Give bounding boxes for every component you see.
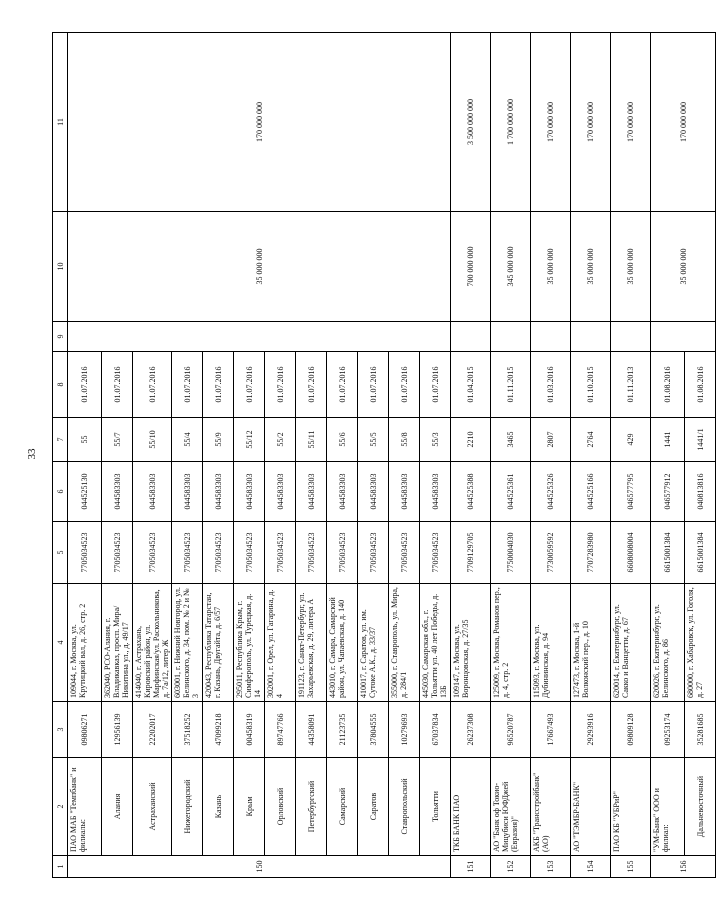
bank-name: АКБ "Трансстройбанк" (АО) bbox=[531, 758, 571, 856]
amount-2: 170 000 000 bbox=[651, 33, 716, 212]
date: 01.07.2016 bbox=[102, 352, 133, 418]
address: 620026, г. Екатеринбург, ул. Белинского, д. 86 bbox=[651, 584, 685, 702]
bik: 044525130 bbox=[68, 462, 102, 522]
inn: 6608008004 bbox=[611, 522, 651, 584]
date: 01.07.2016 bbox=[203, 352, 234, 418]
table-row bbox=[651, 33, 685, 878]
okpo-code: 00458319 bbox=[234, 702, 265, 758]
bik: 044583303 bbox=[265, 462, 296, 522]
address: 295011, Республика Крым, г. Симферополь, ул. Турецкая, д. 14 bbox=[234, 584, 265, 702]
okpo-code: 37518252 bbox=[172, 702, 203, 758]
inn: 7705034523 bbox=[102, 522, 133, 584]
date: 01.07.2016 bbox=[265, 352, 296, 418]
col-9 bbox=[531, 322, 571, 352]
amount-1: 35 000 000 bbox=[611, 212, 651, 322]
reg-number: 55/8 bbox=[389, 418, 420, 462]
reg-number: 55/3 bbox=[420, 418, 451, 462]
reg-number: 55 bbox=[68, 418, 102, 462]
table-row bbox=[451, 33, 491, 878]
address: 302001, г. Орел, ул. Гагарина, д. 4 bbox=[265, 584, 296, 702]
branch-name: Казань bbox=[203, 758, 234, 856]
reg-number: 2807 bbox=[531, 418, 571, 462]
amount-2: 170 000 000 bbox=[531, 33, 571, 212]
inn: 7709129705 bbox=[451, 522, 491, 584]
okpo-code: 21123735 bbox=[327, 702, 358, 758]
inn: 7705034523 bbox=[296, 522, 327, 584]
bik: 046577912 bbox=[651, 462, 685, 522]
address: 410017, г. Саратов, ул. им. Сутоке А.К., д. 33/37 bbox=[358, 584, 389, 702]
header-cell: 7 bbox=[53, 418, 68, 462]
okpo-code: 09806271 bbox=[68, 702, 102, 758]
header-row bbox=[53, 33, 68, 878]
bik: 044525326 bbox=[531, 462, 571, 522]
reg-number: 55/4 bbox=[172, 418, 203, 462]
date: 01.08.2016 bbox=[651, 352, 685, 418]
amount-1: 345 000 000 bbox=[491, 212, 531, 322]
amount-1: 700 000 000 bbox=[451, 212, 491, 322]
bik: 044525388 bbox=[451, 462, 491, 522]
branch-name: Алания bbox=[102, 758, 133, 856]
col-9 bbox=[451, 322, 491, 352]
okpo-code: 44358091 bbox=[296, 702, 327, 758]
branch-name: Дальневосточный bbox=[685, 758, 716, 856]
okpo-code: 37804555 bbox=[358, 702, 389, 758]
bank-name: ПАО КБ "УБРиР" bbox=[611, 758, 651, 856]
okpo-code: 09253174 bbox=[651, 702, 685, 758]
bik: 044583303 bbox=[102, 462, 133, 522]
date: 01.07.2016 bbox=[234, 352, 265, 418]
address: 109044, г. Москва, ул. Крутицкий вал, д. 26, стр. 2 bbox=[68, 584, 102, 702]
address: 620014, г. Екатеринбург, ул. Сакко и Ванцетти, д. 67 bbox=[611, 584, 651, 702]
page-number: 33 bbox=[26, 448, 38, 460]
bik: 044583303 bbox=[172, 462, 203, 522]
date: 01.07.2016 bbox=[327, 352, 358, 418]
table-row bbox=[611, 33, 651, 878]
date: 01.07.2016 bbox=[358, 352, 389, 418]
okpo-code: 67037834 bbox=[420, 702, 451, 758]
bik: 044525166 bbox=[571, 462, 611, 522]
bik: 044525361 bbox=[491, 462, 531, 522]
reg-number: 55/10 bbox=[133, 418, 172, 462]
bik: 044583303 bbox=[420, 462, 451, 522]
branch-name: Крым bbox=[234, 758, 265, 856]
reg-number: 55/9 bbox=[203, 418, 234, 462]
col-9 bbox=[491, 322, 531, 352]
row-number: 152 bbox=[491, 856, 531, 878]
inn: 7705034523 bbox=[234, 522, 265, 584]
inn: 7705034523 bbox=[389, 522, 420, 584]
date: 01.07.2016 bbox=[296, 352, 327, 418]
inn: 7730059592 bbox=[531, 522, 571, 584]
bik: 046577795 bbox=[611, 462, 651, 522]
header-cell: 1 bbox=[53, 856, 68, 878]
bank-name: АО "ТЭМБР-БАНК" bbox=[571, 758, 611, 856]
header-cell: 2 bbox=[53, 758, 68, 856]
branch-name: Самарский bbox=[327, 758, 358, 856]
okpo-code: 29293916 bbox=[571, 702, 611, 758]
date: 01.07.2016 bbox=[133, 352, 172, 418]
amount-2: 3 500 000 000 bbox=[451, 33, 491, 212]
col-9 bbox=[68, 322, 451, 352]
date: 01.07.2016 bbox=[68, 352, 102, 418]
address: 191123, г. Санкт-Петербург, ул. Захарьевская, д. 29, литера А bbox=[296, 584, 327, 702]
branch-name: Астраханский bbox=[133, 758, 172, 856]
row-number: 151 bbox=[451, 856, 491, 878]
inn: 7705034523 bbox=[327, 522, 358, 584]
okpo-code: 35281685 bbox=[685, 702, 716, 758]
banks-table bbox=[52, 32, 716, 878]
date: 01.03.2016 bbox=[531, 352, 571, 418]
date: 01.10.2015 bbox=[571, 352, 611, 418]
okpo-code: 22202017 bbox=[133, 702, 172, 758]
address: 362040, РСО-Алания, г. Владикавказ, просп. Мира/Никитина ул., д. 49/17 bbox=[102, 584, 133, 702]
bank-name: АО "Банк оф Токио-Мицубиси ЮФДжей (Евразия)" bbox=[491, 758, 531, 856]
header-cell: 8 bbox=[53, 352, 68, 418]
inn: 7705034523 bbox=[172, 522, 203, 584]
header-cell: 4 bbox=[53, 584, 68, 702]
header-cell: 11 bbox=[53, 33, 68, 212]
reg-number: 2210 bbox=[451, 418, 491, 462]
inn: 7705034523 bbox=[133, 522, 172, 584]
branch-name: Петербургский bbox=[296, 758, 327, 856]
address: 420043, Республика Татарстан, г. Казань, Двугайта, д. 6/57 bbox=[203, 584, 234, 702]
inn: 6615001384 bbox=[651, 522, 685, 584]
rotated-table-container bbox=[52, 33, 705, 878]
header-cell: 5 bbox=[53, 522, 68, 584]
inn: 7707283980 bbox=[571, 522, 611, 584]
inn: 7705034523 bbox=[265, 522, 296, 584]
amount-2: 1 700 000 000 bbox=[491, 33, 531, 212]
date: 01.07.2016 bbox=[420, 352, 451, 418]
row-number: 150 bbox=[68, 856, 451, 878]
okpo-code: 89747766 bbox=[265, 702, 296, 758]
reg-number: 1441 bbox=[651, 418, 685, 462]
bik: 044583303 bbox=[389, 462, 420, 522]
date: 01.11.2015 bbox=[491, 352, 531, 418]
inn: 7705034523 bbox=[420, 522, 451, 584]
col-9 bbox=[571, 322, 611, 352]
reg-number: 429 bbox=[611, 418, 651, 462]
branch-name: Нижегородский bbox=[172, 758, 203, 856]
amount-1: 35 000 000 bbox=[531, 212, 571, 322]
table-body bbox=[68, 33, 716, 878]
inn: 7705034523 bbox=[68, 522, 102, 584]
table-row bbox=[491, 33, 531, 878]
okpo-code: 96520787 bbox=[491, 702, 531, 758]
col-9 bbox=[611, 322, 651, 352]
reg-number: 55/12 bbox=[234, 418, 265, 462]
bank-name: ТКБ БАНК ПАО bbox=[451, 758, 491, 856]
header-cell: 6 bbox=[53, 462, 68, 522]
bik: 044583303 bbox=[327, 462, 358, 522]
branch-name: Ставропольский bbox=[389, 758, 420, 856]
address: 443010, г. Самара, Самарский район, ул. Чапаевская, д. 140 bbox=[327, 584, 358, 702]
bank-name: "УМ-Банк" ООО и филиал: bbox=[651, 758, 685, 856]
okpo-code: 26237308 bbox=[451, 702, 491, 758]
date: 01.07.2016 bbox=[172, 352, 203, 418]
branch-name: Саратов bbox=[358, 758, 389, 856]
reg-number: 55/11 bbox=[296, 418, 327, 462]
inn: 7705034523 bbox=[203, 522, 234, 584]
bik: 044583303 bbox=[358, 462, 389, 522]
okpo-code: 47099218 bbox=[203, 702, 234, 758]
bik: 044583303 bbox=[296, 462, 327, 522]
okpo-code: 12956139 bbox=[102, 702, 133, 758]
bank-name: ПАО МАБ "Темпбанк" и филиалы: bbox=[68, 758, 102, 856]
header-cell: 10 bbox=[53, 212, 68, 322]
row-number: 155 bbox=[611, 856, 651, 878]
date: 01.04.2015 bbox=[451, 352, 491, 418]
amount-2: 170 000 000 bbox=[68, 33, 451, 212]
row-number: 154 bbox=[571, 856, 611, 878]
header-cell: 3 bbox=[53, 702, 68, 758]
inn: 7705034523 bbox=[358, 522, 389, 584]
address: 355000, г. Ставрополь, ул. Мира, д. 284/1 bbox=[389, 584, 420, 702]
date: 01.11.2013 bbox=[611, 352, 651, 418]
date: 01.07.2016 bbox=[389, 352, 420, 418]
table-row bbox=[531, 33, 571, 878]
reg-number: 55/2 bbox=[265, 418, 296, 462]
date: 01.08.2016 bbox=[685, 352, 716, 418]
okpo-code: 10279693 bbox=[389, 702, 420, 758]
header-cell: 9 bbox=[53, 322, 68, 352]
bik: 044583303 bbox=[133, 462, 172, 522]
reg-number: 55/5 bbox=[358, 418, 389, 462]
inn: 6615001384 bbox=[685, 522, 716, 584]
inn: 7750004030 bbox=[491, 522, 531, 584]
reg-number: 3465 bbox=[491, 418, 531, 462]
okpo-code: 17667493 bbox=[531, 702, 571, 758]
branch-name: Тольятти bbox=[420, 758, 451, 856]
reg-number: 55/6 bbox=[327, 418, 358, 462]
address: 680000, г. Хабаровск, ул. Гоголя, д. 27 bbox=[685, 584, 716, 702]
reg-number: 2764 bbox=[571, 418, 611, 462]
address: 603001, г. Нижний Новгород, ул. Белинского, д. 34, пом. № 2 и № 3 bbox=[172, 584, 203, 702]
address: 414040, г. Астрахань, Кировский район, ул. Марфинская/ул. Раскольникова, д. 7а/12, литер Ж bbox=[133, 584, 172, 702]
col-9 bbox=[651, 322, 716, 352]
address: 125009, г. Москва, Романов пер., д. 4, стр. 2 bbox=[491, 584, 531, 702]
bik: 040813816 bbox=[685, 462, 716, 522]
amount-2: 170 000 000 bbox=[571, 33, 611, 212]
amount-2: 170 000 000 bbox=[611, 33, 651, 212]
row-number: 156 bbox=[651, 856, 716, 878]
address: 115093, г. Москва, ул. Дубининская, д. 94 bbox=[531, 584, 571, 702]
table-row bbox=[571, 33, 611, 878]
okpo-code: 09809128 bbox=[611, 702, 651, 758]
branch-name: Орловский bbox=[265, 758, 296, 856]
amount-1: 35 000 000 bbox=[68, 212, 451, 322]
amount-1: 35 000 000 bbox=[571, 212, 611, 322]
row-number: 153 bbox=[531, 856, 571, 878]
amount-1: 35 000 000 bbox=[651, 212, 716, 322]
bik: 044583303 bbox=[203, 462, 234, 522]
address: 445030, Самарская обл., г. Тольятти ул. 40 лет Победы, д. 13Б bbox=[420, 584, 451, 702]
reg-number: 55/7 bbox=[102, 418, 133, 462]
bik: 044583303 bbox=[234, 462, 265, 522]
address: 127473, г. Москва, 1-й Волконский пер., д. 10 bbox=[571, 584, 611, 702]
table-row bbox=[68, 33, 102, 878]
reg-number: 1441/1 bbox=[685, 418, 716, 462]
address: 109147, г. Москва, ул. Воронцовская, д. 27/35 bbox=[451, 584, 491, 702]
